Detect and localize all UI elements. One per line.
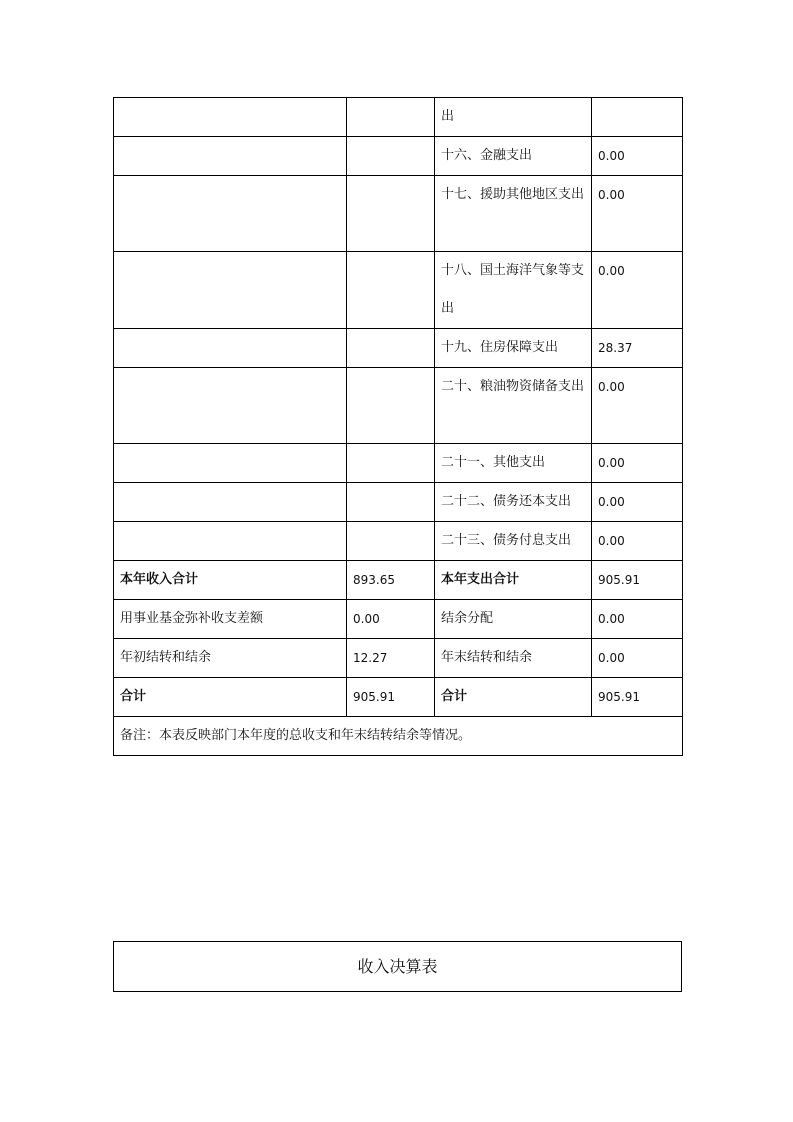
income-amount-cell <box>347 329 435 368</box>
income-item-cell: 合计 <box>114 678 347 717</box>
income-item-cell: 用事业基金弥补收支差额 <box>114 600 347 639</box>
table-row <box>114 444 683 483</box>
expense-amount-cell: 0.00 <box>592 444 683 483</box>
income-amount-cell <box>347 98 435 137</box>
expense-amount-cell: 905.91 <box>592 678 683 717</box>
table-row <box>114 522 683 561</box>
expense-item-cell: 合计 <box>435 678 592 717</box>
expense-amount-cell: 0.00 <box>592 600 683 639</box>
income-item-cell <box>114 444 347 483</box>
income-item-cell <box>114 252 347 329</box>
table-note: 备注：本表反映部门本年度的总收支和年末结转结余等情况。 <box>114 717 683 756</box>
expense-amount-cell: 0.00 <box>592 176 683 252</box>
income-item-cell <box>114 98 347 137</box>
income-item-cell <box>114 329 347 368</box>
expense-amount-cell: 0.00 <box>592 368 683 444</box>
expense-amount-cell: 0.00 <box>592 137 683 176</box>
income-item-cell <box>114 522 347 561</box>
expense-amount-cell: 0.00 <box>592 252 683 329</box>
income-amount-cell: 0.00 <box>347 600 435 639</box>
income-item-cell <box>114 176 347 252</box>
table-row <box>114 368 683 444</box>
income-amount-cell: 893.65 <box>347 561 435 600</box>
income-amount-cell <box>347 444 435 483</box>
income-amount-cell: 905.91 <box>347 678 435 717</box>
income-amount-cell: 12.27 <box>347 639 435 678</box>
table-row <box>114 600 683 639</box>
income-item-cell: 年初结转和结余 <box>114 639 347 678</box>
table-row <box>114 176 683 252</box>
expense-amount-cell: 0.00 <box>592 522 683 561</box>
table-row <box>114 252 683 329</box>
income-amount-cell <box>347 483 435 522</box>
expense-amount-cell <box>592 98 683 137</box>
income-item-cell <box>114 483 347 522</box>
expense-amount-cell: 905.91 <box>592 561 683 600</box>
income-item-cell <box>114 368 347 444</box>
expense-item-cell: 十八、国土海洋气象等支出 <box>435 252 592 329</box>
expense-item-cell: 二十三、债务付息支出 <box>435 522 592 561</box>
expense-item-cell: 结余分配 <box>435 600 592 639</box>
expense-item-cell: 出 <box>435 98 592 137</box>
income-amount-cell <box>347 252 435 329</box>
table-body <box>114 98 683 756</box>
table-row <box>114 98 683 137</box>
expense-item-cell: 十九、住房保障支出 <box>435 329 592 368</box>
expense-item-cell: 本年支出合计 <box>435 561 592 600</box>
section-title: 收入决算表 <box>113 941 682 992</box>
expense-item-cell: 二十、粮油物资储备支出 <box>435 368 592 444</box>
note-row <box>114 717 683 756</box>
income-amount-cell <box>347 522 435 561</box>
final-accounts-table <box>113 97 683 756</box>
expense-item-cell: 年末结转和结余 <box>435 639 592 678</box>
table-row <box>114 483 683 522</box>
table-row <box>114 329 683 368</box>
expense-item-cell: 十六、金融支出 <box>435 137 592 176</box>
expense-item-cell: 十七、援助其他地区支出 <box>435 176 592 252</box>
income-item-cell: 本年收入合计 <box>114 561 347 600</box>
income-item-cell <box>114 137 347 176</box>
table-row <box>114 639 683 678</box>
income-amount-cell <box>347 368 435 444</box>
income-amount-cell <box>347 176 435 252</box>
table-row <box>114 678 683 717</box>
table-row <box>114 561 683 600</box>
expense-item-cell: 二十二、债务还本支出 <box>435 483 592 522</box>
expense-amount-cell: 28.37 <box>592 329 683 368</box>
expense-amount-cell: 0.00 <box>592 639 683 678</box>
income-amount-cell <box>347 137 435 176</box>
expense-item-cell: 二十一、其他支出 <box>435 444 592 483</box>
expense-amount-cell: 0.00 <box>592 483 683 522</box>
table-row <box>114 137 683 176</box>
